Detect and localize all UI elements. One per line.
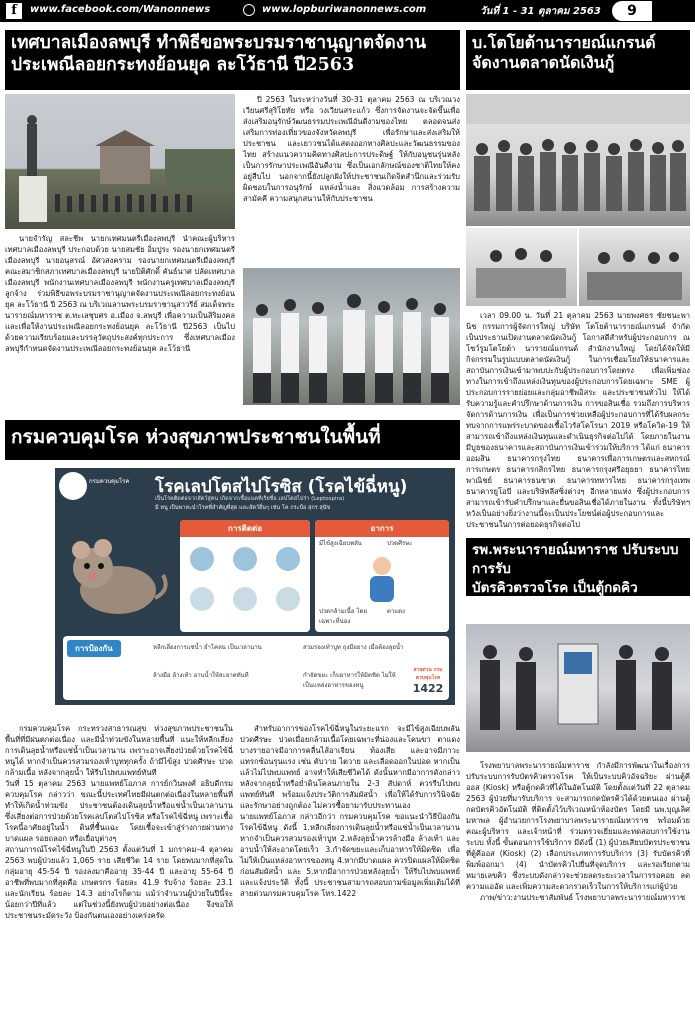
article4-headline-line2: บัตรคิวตรวจโรค เป็นตู้กดคิวอัตโนมัติ [472, 579, 638, 615]
article3-headline [5, 420, 460, 460]
infographic-subtitle: เป็นโรคติดต่อจากสัตว์สู่คน เกิดจากเชื้อแบคทีเรียชื่อ เลปโตสไปร่า (Leptospira) [155, 496, 345, 502]
prevention-2: สวมรองเท้าบูท ถุงมือยาง เมื่อต้องลุยน้ำ [303, 644, 404, 651]
article2-photo-booth-2 [579, 228, 690, 306]
facebook-icon: f [6, 3, 22, 19]
hotline-number: 1422 [412, 682, 444, 695]
article2-photo-booth-1 [466, 228, 577, 306]
person-icon [357, 554, 407, 604]
article1-headline-line1: เทศบาลเมืองลพบุรี ทำพิธีขอพระบรมราชานุญาตจัดงาน [11, 33, 427, 53]
symptoms-panel [315, 520, 449, 632]
article4-text [466, 760, 690, 1010]
article3-headline-text: กรมควบคุมโรค ห่วงสุขภาพประชาชนในพื้นที่ [11, 426, 381, 448]
prevention-heading: การป้องกัน [67, 640, 121, 657]
article1-text-right [243, 94, 460, 264]
article1-headline [5, 30, 460, 90]
symptom-1: มีไข้สูงเฉียบพลัน [319, 540, 362, 547]
symptom-3: ปวดกล้ามเนื้อ โดยเฉพาะที่น่อง [319, 608, 368, 625]
prevention-3: ล้างมือ ล้างเท้า อาบน้ำให้สะอาดทันที [153, 672, 249, 679]
article1-headline-line2: ประเพณีลอยกระทงย้อนยุค ละโว้ธานี ปี2563 [11, 54, 355, 75]
article2-headline-line2: จัดงานตลาดนัดเงินกู้ [472, 53, 615, 72]
page-number: 9 [612, 1, 652, 21]
transmission-icons [180, 537, 310, 629]
symptoms-heading: อาการ [315, 520, 449, 537]
article2-photo-group [466, 94, 690, 226]
article3-paragraph-left: กรมควบคุมโรค กระทรวงสาธารณสุข ห่วงสุขภาพประชาชนในพื้นที่ที่มีฝนตกต่อเนื่อง และมีน้ำท่วมขังในหลายพื้นที่ แนะให้หลีกเลี่ยงการเดินลุยน้ำหรือแช่น้ำเป็นเวลานาน เพราะอาจเสี่ยงป่วยด้วยโรคไข้ฉี่หนูได้ หากจำเป็นควรสวมรองเท้าบูททุกครั้ง ถ้ามีไข้สูง ปวดศีรษะ ปวดกล้ามเนื้อ หลังจากลุยน้ำ ให้รีบไปพบแพทย์ทันที วันที่ 15 ตุลาคม 2563 นายแพทย์โอภาส การย์กวินพงศ์ อธิบดีกรมควบคุมโรค กล่าวว่า ขณะนี้ประเทศไทยมีฝนตกต่อเนื่องในหลายพื้นที่ ทำให้เกิดน้ำท่วมขัง ประชาชนต้องเดินลุยน้ำหรือแช่น้ำเป็นเวลานาน ซึ่งเสี่ยงต่อการป่วยด้วยโรคเลปโตสไปโรซิส หรือโรคไข้ฉี่หนู เพราะเชื้อโรคนี้อาศัยอยู่ในน้ำ ดินที่ชื้นแฉะ โดยเชื้อจะเข้าสู่ร่างกายผ่านทางบาดแผล รอยถลอก หรือเยื่อบุต่างๆ สถานการณ์โรคไข้ฉี่หนูในปี 2563 ตั้งแต่วันที่ 1 มกราคม–4 ตุลาคม 2563 พบผู้ป่วยแล้ว 1,065 ราย เสียชีวิต 14 ราย โดยพบมากที่สุดในกลุ่มอายุ 45-54 ปี รองลงมาคืออายุ 35-44 ปี และอายุ 55-64 ปี อาชีพที่พบมากที่สุดคือ เกษตรกร ร้อยละ 41.9 รับจ้าง ร้อยละ 23.1 และนักเรียน ร้อยละ 14.3 อย่างไรก็ตาม แม้ว่าจำนวนผู้ป่วยในปีนี้จะน้อยกว่าปีที่แล้ว แต่ในช่วงนี้ยังพบผู้ป่วยอย่างต่อเนื่อง จึงขอให้ประชาชนระมัดระวัง ป้องกันตนเองอย่างเคร่งครัด [5, 724, 233, 920]
facebook-url[interactable]: www.facebook.com/Wanonnews [30, 4, 211, 15]
symptom-2: ปวดศีรษะ [387, 540, 413, 547]
article2-paragraph: เวลา 09.00 น. วันที่ 21 ตุลาคม 2563 นายพงศธร ชัยชนะพานิช กรรมการผู้จัดการใหญ่ บริษัท โตโยต้านารายณ์แกรนด์ จำกัด เป็นประธานเปิดงานตลาดนัดเงินกู้ โอกาสดีสำหรับผู้ประกอบการ ณ โชว์รูมโตโยต้า นารายณ์แกรนด์ สำนักงานใหญ่ โดยได้จัดให้มีกิจกรรมในรูปแบบตลาดนัดเงินกู้ ในการเชื่อมโยงให้ธนาคารและสถาบันการเงินเข้ามาพบปะกับผู้ประกอบการโดยตรง เพื่อเพิ่มช่องทางในการเข้าถึงแหล่งเงินทุนของผู้ประกอบการโดยเฉพาะ SME ผู้ประกอบการรายย่อยและกลุ่มอาชีพอิสระ และประชาชนทั่วไป ให้ได้รับความรู้และคำปรึกษาด้านการเงิน การขอสินเชื่อ รวมถึงการบริหารจัดการด้านการเงิน เพื่อเป็นการช่วยเหลือผู้ประกอบการที่ได้รับผลกระทบจากการแพร่ระบาดของเชื้อไวรัสโคโรนา 2019 หรือโควิด-19 ให้สามารถเข้าถึงแหล่งเงินทุนและดำเนินธุรกิจต่อไปได้ โดยภายในงานมีบูธของธนาคารและสถาบันการเงินเข้าร่วมให้บริการ ได้แก่ ธนาคารออมสิน ธนาคารกรุงไทย ธนาคารเพื่อการเกษตรและสหกรณ์การเกษตร ธนาคารกสิกรไทย ธนาคารกรุงศรีอยุธยา ธนาคารไทยพาณิชย์ ธนาคารธนชาต ธนาคารทหารไทย ธนาคารกรุงเทพ ธนาคารยูโอบี และบริษัทลีสซิ่งต่างๆ อีกหลายแห่ง ซึ่งผู้ประกอบการสามารถเข้ารับคำปรึกษาและยื่นขอสินเชื่อได้ภายในงาน ทั้งนี้บริษัทฯ หวังเป็นอย่างยิ่งว่างานนี้จะเป็นประโยชน์ต่อผู้ประกอบการและประชาชนในการต่อยอดธุรกิจต่อไป [466, 311, 690, 529]
prevention-panel [63, 636, 449, 700]
article2-text [466, 310, 690, 529]
article4-paragraph: โรงพยาบาลพระนารายณ์มหาราช กำลังมีการพัฒนาในเรื่องการปรับระบบการรับบัตรคิวตรวจโรค ให้เป็นระบบคิวอัจฉริยะ ผ่านตู้คีออส (Kiosk) หรือตู้กดคิวที่ได้ในอัตโนมัติ โดยตั้งแต่วันที่ 22 ตุลาคม 2563 ผู้ป่วยที่มารับบริการ จะสามารถกดบัตรคิวได้ด้วยตนเอง ผ่านตู้กดบัตรคิวอัตโนมัติ ที่ติดตั้งไว้บริเวณหน้าห้องบัตร โดยมี นพ.บุญเลิศ มหาพล ผู้อำนวยการโรงพยาบาลพระนารายณ์มหาราช พร้อมด้วยคณะผู้บริหาร และเจ้าหน้าที่ ร่วมตรวจเยี่ยมและทดสอบการใช้งานระบบ ทั้งนี้ ขั้นตอนการใช้บริการ มีดังนี้ (1) ผู้ป่วยเสียบบัตรประชาชนที่ตู้คีออส (Kiosk) (2) เลือกประเภทการรับบริการ (3) รับบัตรคิวที่พิมพ์ออกมา (4) นำบัตรคิวไปยื่นที่จุดบริการ และรอเรียกตามหมายเลขคิว ซึ่งระบบดังกล่าวจะช่วยลดระยะเวลาในการรอคอย ลดความแออัด และเพิ่มความสะดวกรวดเร็วในการให้บริการแก่ผู้ป่วย [466, 761, 690, 891]
transmission-heading: การติดต่อ [180, 520, 310, 537]
article1-paragraph-right: ปี 2563 ในระหว่างวันที่ 30-31 ตุลาคม 2563 ณ บริเวณวงเวียนศรีสุริโยทัย หรือ วงเวียนสระแก้ว ซึ่งการจัดงานจะจัดขึ้นเพื่อส่งเสริมอนุรักษ์วัฒนธรรมประเพณีอันดีงามของไทย ตลอดจนส่งเสริมการท่องเที่ยวของจังหวัดลพบุรี เพื่อรักษาและส่งเสริมให้ประชาชน และเยาวชนได้แสดงออกทางศิลปะและวัฒนธรรมของไทย สร้างแนวความคิดทางศิลปะการประดิษฐ์ ให้กับอนุชนรุ่นหลัง เป็นการรักษาประเพณีอันดีงาม ซึ่งเป็นเอกลักษณ์ของชาติไทยให้คงอยู่สืบไป นอกจากนี้ยังปลูกฝังให้ประชาชนเกิดจิตสำนึกและร่วมรับผิดชอบในการอนุรักษ์ แหล่งน้ำและ สิ่งแวดล้อม การสร้างความสามัคคี ความสนุกสนานให้กับประชาชน [243, 95, 460, 203]
article3-paragraph-right: สำหรับอาการของโรคไข้ฉี่หนูในระยะแรก จะมีไข้สูงเฉียบพลัน ปวดศีรษะ ปวดเมื่อยกล้ามเนื้อโดยเฉพาะที่น่องและโคนขา ตาแดง บางรายอาจมีอาการคลื่นไส้อาเจียน ท้องเสีย และอาจมีภาวะแทรกซ้อนรุนแรง เช่น ตับวาย ไตวาย และเลือดออกในปอด หากเป็นแล้วไม่ไปพบแพทย์ อาจทำให้เสียชีวิตได้ ดังนั้นหากมีอาการดังกล่าวหลังจากลุยน้ำหรือย่ำดินโคลนภายใน 2-3 สัปดาห์ ควรรีบไปพบแพทย์ทันที พร้อมแจ้งประวัติการสัมผัสน้ำ เพื่อให้ได้รับการวินิจฉัยและรักษาอย่างถูกต้อง ไม่ควรซื้อยามารับประทานเอง นายแพทย์โอภาส กล่าวอีกว่า กรมควบคุมโรค ขอแนะนำวิธีป้องกันโรคไข้ฉี่หนู ดังนี้ 1.หลีกเลี่ยงการเดินลุยน้ำหรือแช่น้ำเป็นเวลานาน หากจำเป็นควรสวมรองเท้าบูท 2.หลังลุยน้ำควรล้างมือ ล้างเท้า และอาบน้ำให้สะอาดโดยเร็ว 3.กำจัดขยะและเก็บอาหารให้มิดชิด เพื่อไม่ให้เป็นแหล่งอาหารของหนู 4.หากมีบาดแผล ควรปิดแผลให้มิดชิดก่อนสัมผัสน้ำ และ 5.หากมีอาการป่วยหลังลุยน้ำ ให้รีบไปพบแพทย์และแจ้งประวัติ ทั้งนี้ ประชาชนสามารถสอบถามข้อมูลเพิ่มเติมได้ที่สายด่วนกรมควบคุมโรค โทร.1422 [240, 724, 460, 898]
article1-text-left [5, 233, 235, 405]
article4-headline [466, 538, 690, 615]
article2-headline [466, 30, 690, 90]
prevention-4: กำจัดขยะ เก็บอาหารให้มิดชิด ไม่ให้เป็นแหล่งอาหารของหนู [303, 672, 396, 689]
infographic-department: กรมควบคุมโรค [89, 478, 130, 485]
article1-paragraph-left: นายจำรัญ สละชีพ นายกเทศมนตรีเมืองลพบุรี นำคณะผู้บริหารเทศบาลเมืองลพบุรี ประกอบด้วย นายสมชัย อิ่มปูระ รองนายกเทศมนตรีเมืองลพบุรี นายอนุสรณ์ อัศวสงคราม รองนายกเทศมนตรีเมืองลพบุรี คณะสมาชิกสภาเทศบาลเมืองลพบุรี นายปิติศักดิ์ คันธ์นาศ ปลัดเทศบาลเมืองลพบุรี พนักงานเทศบาลเมืองลพบุรี พนักงานครูเทศบาลเมืองลพบุรี ลูกจ้าง ร่วมพิธีขอพระบรมราชานุญาตจัดงานประเพณีลอยกระทงย้อนยุค ละโว้ธานี ปี 2563 ณ บริเวณลานพระบรมราชานุสาวรีย์ สมเด็จพระนารายณ์มหาราช ต.ทะเลชุบศร อ.เมือง จ.ลพบุรี เพื่อความเป็นสิริมงคลและเพื่อให้งานประเพณีลอยกระทงย้อนยุค ละโว้ธานี ปี2563 เป็นไปด้วยความเรียบร้อยและบรรลุวัตถุประสงค์ทุกประการ ซึ่งเทศบาลเมืองลพบุรีกำหนดจัดงานประเพณีลอยกระทงย้อนยุค ละโว้ธานี [5, 234, 235, 353]
symptom-4: ตาแดง [387, 608, 405, 615]
article2-headline-line1: บ.โตโยต้านารายณ์แกรนด์ [472, 33, 656, 52]
article1-photo-ceremony [243, 268, 460, 405]
globe-icon [243, 4, 255, 16]
article3-text-left [5, 712, 233, 1012]
issue-date: วันที่ 1 - 31 ตุลาคม 2563 [480, 6, 601, 17]
page-header [0, 0, 695, 22]
infographic-title: โรคเลปโตสไปโรซิส (โรคไข้ฉี่หนู) [155, 477, 408, 497]
article4-photo-kiosk [466, 624, 690, 752]
hotline-label: สายด่วน กรมควบคุมโรค [413, 667, 443, 681]
article1-photo-monument [5, 94, 235, 229]
leptospirosis-infographic [55, 468, 455, 705]
prevention-1: หลีกเลี่ยงการแช่น้ำ ย่ำโคลน เป็นเวลานาน [153, 644, 262, 651]
rat-illustration [63, 520, 173, 620]
article3-text-right [240, 712, 460, 1012]
article4-headline-line1: รพ.พระนารายณ์มหาราช ปรับระบบการรับ [472, 542, 679, 577]
article4-credit: ภาพ/ข่าว:งานประชาสัมพันธ์ โรงพยาบาลพระนารายณ์มหาราช [480, 893, 686, 902]
infographic-carriers: มี หนู เป็นพาหะนำโรคที่สำคัญที่สุด และสัตว์อื่นๆ เช่น โค กระบือ สุกร สุนัข [155, 505, 331, 511]
ddc-logo-icon [59, 472, 87, 500]
website-url[interactable]: www.lopburiwanonnews.com [262, 4, 427, 15]
transmission-panel [180, 520, 310, 632]
